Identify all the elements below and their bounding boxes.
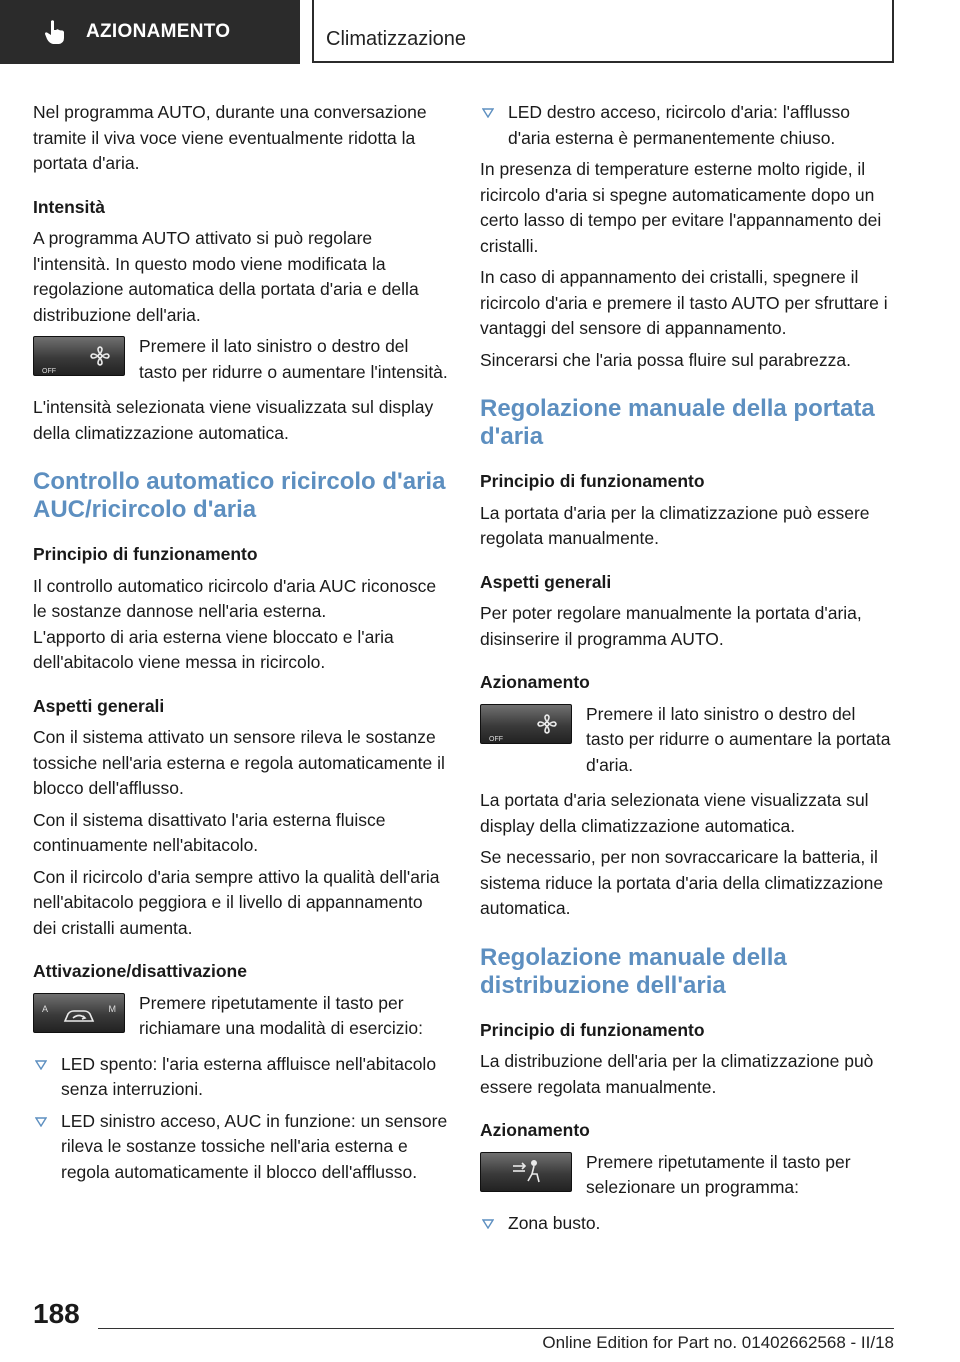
paragraph: Con il ricircolo d'aria sempre attivo la qualità dell'aria nell'abitacolo peggiora e il livello di appannamento dei cristalli aumenta. — [33, 866, 440, 938]
fan-icon — [537, 714, 557, 734]
instruction-text: Premere il lato sinistro o destro del tasto per ridurre o aumentare la portata d'aria. — [586, 703, 891, 775]
paragraph: Per poter regolare manualmente la portata d'aria, disinserire il programma AUTO. — [480, 603, 862, 649]
subheading-intensita: Intensità — [33, 196, 105, 217]
instruction-intensita — [33, 334, 448, 385]
off-label: OFF — [42, 368, 56, 375]
paragraph: L'apporto di aria esterna viene bloccato e l'aria dell'abitacolo viene messa in ricircolo. — [33, 626, 394, 672]
recirculation-icon — [62, 1006, 96, 1026]
heading-distribuzione: Regolazione manuale della distribuzione dell'aria — [480, 943, 787, 999]
auto-label: A — [42, 1003, 49, 1014]
list-item: LED spento: l'aria esterna affluisce nell'abitacolo senza interruzioni. — [33, 1052, 448, 1103]
section-tab — [0, 0, 300, 64]
section-label: AZIONAMENTO — [86, 21, 231, 42]
subheading-aspetti: Aspetti generali — [480, 571, 612, 592]
paragraph: Con il sistema disattivato l'aria esterna fluisce continuamente nell'abitacolo. — [33, 809, 386, 855]
mode-list — [33, 1052, 448, 1186]
left-column — [33, 100, 448, 1191]
subheading-azionamento: Azionamento — [480, 672, 590, 692]
subheading-principio: Principio di funzionamento — [480, 471, 705, 491]
instruction-auc — [33, 991, 448, 1042]
subheading-principio: Principio di funzionamento — [480, 1019, 705, 1040]
paragraph: La portata d'aria per la climatizzazione può essere regolata manualmente. — [480, 502, 870, 548]
triangle-bullet-icon — [482, 1219, 494, 1229]
paragraph: La portata d'aria selezionata viene visualizzata sul display della climatizzazione automatica. — [480, 790, 869, 836]
fan-icon — [90, 346, 110, 366]
off-label: OFF — [489, 735, 503, 743]
chapter-title: Climatizzazione — [326, 28, 467, 50]
instruction-portata — [480, 702, 895, 779]
paragraph: L'intensità selezionata viene visualizzata sul display della climatizzazione automatica. — [33, 397, 434, 443]
paragraph: Con il sistema attivato un sensore rileva le sostanze tossiche nell'aria esterna e regola automaticamente il blocco dell'afflusso. — [33, 727, 445, 798]
paragraph: Nel programma AUTO, durante una conversazione tramite il viva voce viene eventualmente ridotta la portata d'aria. — [33, 102, 427, 173]
heading-auc: Controllo automatico ricircolo d'aria AUC/ricircolo d'aria — [33, 468, 446, 523]
instruction-text: Premere ripetutamente il tasto per selezionare un programma: — [586, 1151, 851, 1197]
air-distribution-icon — [509, 1158, 543, 1186]
footer-divider — [98, 1328, 894, 1329]
right-column — [480, 100, 895, 1242]
paragraph: La distribuzione dell'aria per la climatizzazione può essere regolata manualmente. — [480, 1051, 874, 1097]
list-item: LED sinistro acceso, AUC in funzione: un sensore rileva le sostanze tossiche nell'aria esterna e regola automaticamente il blocco dell'afflusso. — [33, 1109, 448, 1186]
chapter-header — [312, 0, 894, 63]
instruction-text: Premere il lato sinistro o destro del tasto per ridurre o aumentare l'intensità. — [139, 336, 448, 382]
paragraph: Se necessario, per non sovraccaricare la batteria, il sistema riduce la portata d'aria della climatizzazione automatica. — [480, 847, 884, 918]
paragraph: Sincerarsi che l'aria possa fluire sul parabrezza. — [480, 349, 852, 370]
paragraph: In presenza di temperature esterne molto rigide, il ricircolo d'aria si spegne automaticamente dopo un certo lasso di tempo per evitare l'appannamento dei cristalli. — [480, 159, 882, 256]
instruction-text: Premere ripetutamente il tasto per richiamare una modalità di esercizio: — [139, 992, 424, 1038]
edition-note: Online Edition for Part no. 01402662568 - II/18 — [542, 1333, 894, 1352]
heading-portata: Regolazione manuale della portata d'aria — [480, 395, 875, 450]
manual-label: M — [108, 1003, 116, 1014]
fan-button-image — [480, 704, 572, 744]
hand-pointer-icon — [44, 19, 66, 45]
subheading-aspetti: Aspetti generali — [33, 695, 165, 716]
subheading-attivazione: Attivazione/disattivazione — [33, 961, 247, 981]
recirculation-button-image — [33, 993, 125, 1033]
triangle-bullet-icon — [35, 1060, 47, 1070]
fan-button-image — [33, 336, 125, 376]
air-distribution-button-image — [480, 1152, 572, 1192]
subheading-principio: Principio di funzionamento — [33, 544, 258, 564]
page-number: 188 — [33, 1298, 80, 1329]
triangle-bullet-icon — [35, 1117, 47, 1127]
list-item: LED destro acceso, ricircolo d'aria: l'afflusso d'aria esterna è permanentemente chiuso. — [480, 100, 895, 151]
paragraph: Il controllo automatico ricircolo d'aria AUC riconosce le sostanze dannose nell'aria esterna. — [33, 575, 437, 621]
list-item: Zona busto. — [480, 1211, 895, 1237]
instruction-distribuzione — [480, 1150, 895, 1201]
mode-list-continued — [480, 100, 895, 151]
paragraph: In caso di appannamento dei cristalli, spegnere il ricircolo d'aria e premere il tasto AUTO per sfruttare i vantaggi del sensore di appannamento. — [480, 267, 888, 338]
subheading-azionamento: Azionamento — [480, 1120, 590, 1140]
program-list — [480, 1211, 895, 1237]
paragraph: A programma AUTO attivato si può regolare l'intensità. In questo modo viene modificata la regolazione automatica della portata d'aria e della distribuzione dell'aria. — [33, 228, 419, 325]
triangle-bullet-icon — [482, 108, 494, 118]
